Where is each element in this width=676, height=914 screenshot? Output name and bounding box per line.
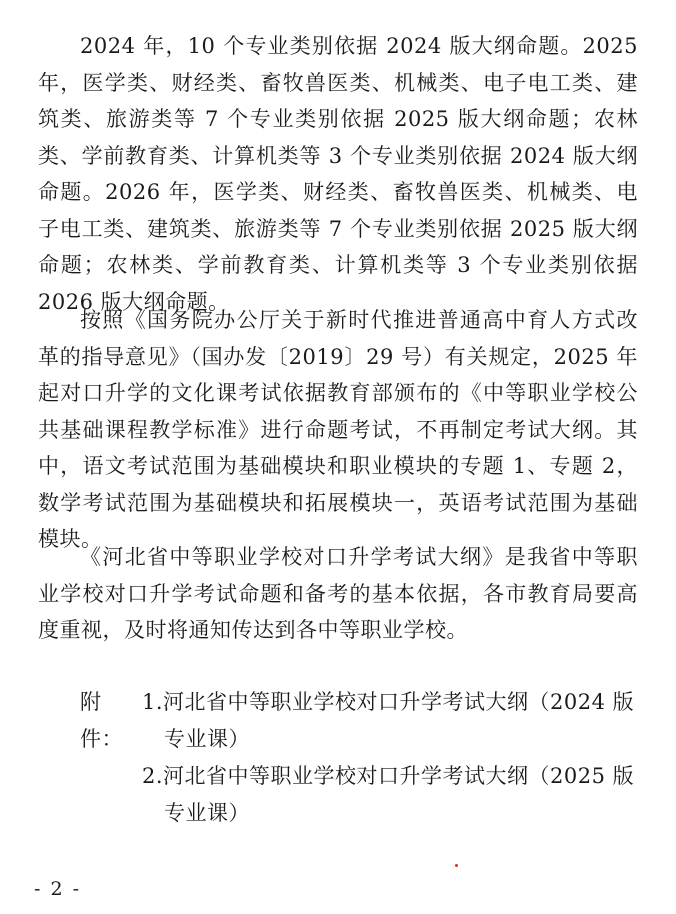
page-number: - 2 - [34, 878, 82, 900]
attachment-number: 1. [142, 690, 164, 714]
attachment-label: 附件： [80, 690, 123, 751]
paragraph-culture-course-basis: 按照《国务院办公厅关于新时代推进普通高中育人方式改革的指导意见》（国办发〔2019〕29 号）有关规定，2025 年起对口升学的文化课考试依据教育部颁布的《中等职业学校公共基础课程教学标准》进行命题考试，不再制定考试大纲。其中，语文考试范围为基础模块和职业模块的专题 1、专题 2，数学考试范围为基础模块和拓展模块一，英语考试范围为基础模块。 [38, 308, 638, 551]
attachment-item-2 [80, 758, 640, 831]
attachment-title-line1: 河北省中等职业学校对口升学考试大纲（2024 版 [163, 690, 635, 714]
paragraph-outline-importance: 《河北省中等职业学校对口升学考试大纲》是我省中等职业学校对口升学考试命题和备考的基本依据，各市教育局要高度重视，及时将通知传达到各中等职业学校。 [38, 545, 638, 642]
attachment-title-line1: 河北省中等职业学校对口升学考试大纲（2025 版 [163, 764, 635, 788]
attachment-title-line2: 专业课） [164, 800, 250, 825]
attachment-item-1 [80, 684, 640, 757]
ink-speck [455, 864, 458, 867]
paragraph-exam-schedule: 2024 年，10 个专业类别依据 2024 版大纲命题。2025 年，医学类、财经类、畜牧兽医类、机械类、电子电工类、建筑类、旅游类等 7 个专业类别依据 2025 版大纲命题；农林类、学前教育类、计算机类等 3 个专业类别依据 2024 版大纲命题。2026 年，医学类、财经类、畜牧兽医类、机械类、电子电工类、建筑类、旅游类等 7 个专业类别依据 2025 版大纲命题；农林类、学前教育类、计算机类等 3 个专业类别依据 2026 版大纲命题。 [38, 34, 638, 314]
attachment-title-line2: 专业课） [164, 726, 250, 751]
attachment-number: 2. [142, 764, 164, 788]
